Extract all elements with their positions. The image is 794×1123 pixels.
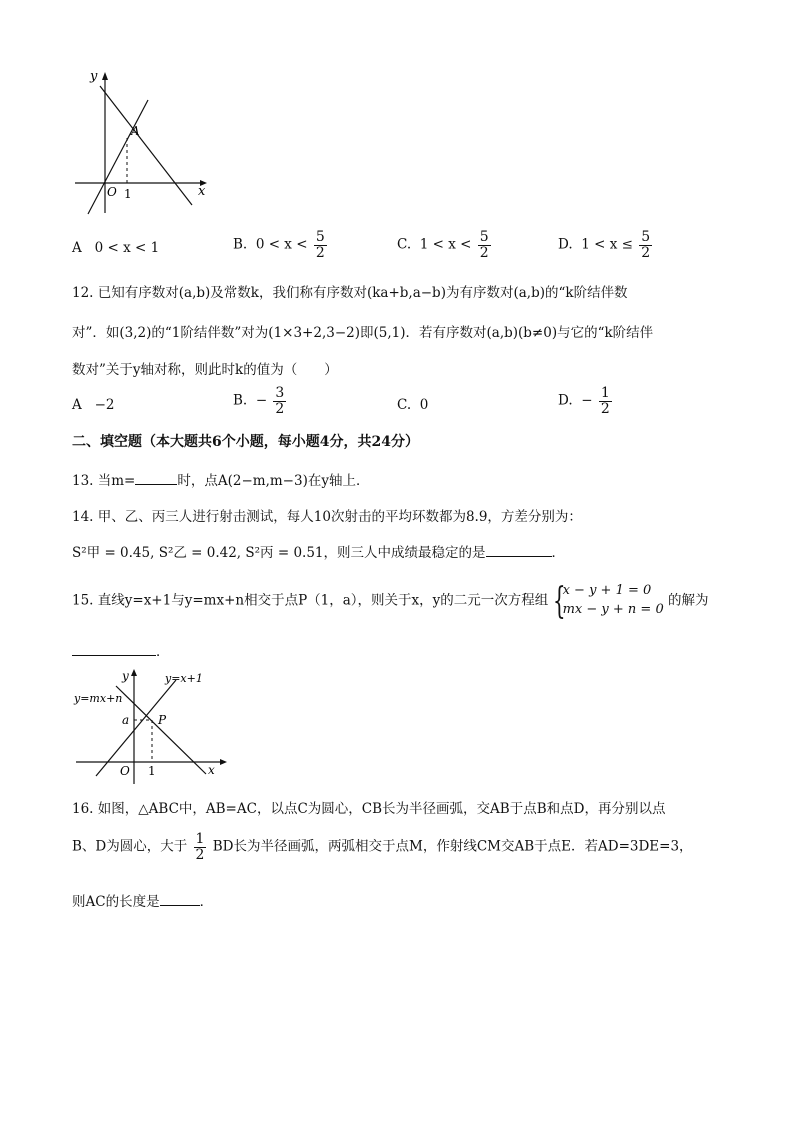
rising-line	[88, 100, 148, 214]
q12-option-b[interactable]: B. − $\frac{3}{2}$	[233, 385, 285, 417]
y-axis-arrow	[102, 72, 108, 80]
graph-q15	[72, 668, 232, 786]
q11-option-c[interactable]: C. 1 < x < $\frac{5}{2}$	[397, 229, 489, 261]
q11-option-a[interactable]: A 0 < x < 1	[72, 240, 160, 256]
x-axis-arrow	[220, 759, 227, 765]
fraction: $\frac{5}{2}$	[315, 229, 325, 261]
tick-1-label: 1	[124, 187, 132, 201]
fraction: $\frac{5}{2}$	[479, 229, 489, 261]
line-y-mx-plus-n	[116, 686, 206, 774]
section-title: 二、填空题（本大题共6个小题，每小题4分，共24分）	[72, 434, 419, 450]
fraction: $\frac{1}{2}$	[195, 831, 205, 863]
y-axis-arrow	[131, 669, 137, 676]
q12-line-3: 数对”关于y轴对称，则此时k的值为（ ）	[72, 362, 338, 378]
q12-line-2: 对”．如(3,2)的“1阶结伴数”对为(1×3+2,3−2)即(5,1)．若有序数对(a,b)(b≠0)与它的“k阶结伴	[72, 325, 654, 341]
q16-line-3: 则AC的长度是 ．	[72, 894, 214, 910]
x-label: x	[198, 184, 206, 199]
q12-option-a[interactable]: A −2	[72, 397, 115, 413]
q14-line-1: 14. 甲、乙、丙三人进行射击测试，每人10次射击的平均环数都为8.9，方差分别为：	[72, 509, 582, 525]
y-label: y	[122, 669, 129, 683]
p-label: P	[158, 713, 167, 727]
equation-system: { x − y + 1 = 0 mx − y + n = 0	[552, 581, 664, 622]
origin-label: O	[107, 185, 117, 199]
q14-line-2: S²甲 = 0.45, S²乙 = 0.42, S²丙 = 0.51，则三人中成绩最稳定的是 ．	[72, 545, 566, 561]
graph-q11	[70, 68, 210, 218]
tick-1-label: 1	[148, 764, 156, 778]
answer-blank[interactable]	[486, 556, 552, 557]
q13: 13. 当m= 时，点A(2−m,m−3)在y轴上．	[72, 473, 370, 489]
answer-blank[interactable]	[72, 655, 156, 656]
q16-line-1: 16. 如图，△ABC中，AB=AC，以点C为圆心，CB长为半径画弧，交AB于点B和点D，再分别以点	[72, 801, 666, 817]
q11-option-b[interactable]: B. 0 < x < $\frac{5}{2}$	[233, 229, 325, 261]
fraction: $\frac{1}{2}$	[600, 385, 610, 417]
answer-blank[interactable]	[135, 484, 177, 485]
line2-label: y=mx+n	[74, 692, 123, 705]
fraction: $\frac{5}{2}$	[641, 229, 651, 261]
q15: 15. 直线y=x+1与y=mx+n相交于点P（1，a），则关于x，y的二元一次方程组 { x − y + 1 = 0 mx − y + n = 0 的解为	[72, 581, 709, 622]
q16-line-2: B、D为圆心，大于 $\frac{1}{2}$ BD长为半径画弧，两弧相交于点M，作射线CM交AB于点E．若AD=3DE=3，	[72, 831, 693, 863]
q12-option-c[interactable]: C. 0	[397, 397, 429, 413]
q12-option-d[interactable]: D. − $\frac{1}{2}$	[558, 385, 610, 417]
q15-answer-line: ．	[72, 640, 170, 660]
answer-blank[interactable]	[160, 905, 200, 906]
point-a-label: A	[131, 124, 140, 138]
x-label: x	[208, 763, 215, 777]
q11-option-d[interactable]: D. 1 < x ≤ $\frac{5}{2}$	[558, 229, 651, 261]
y-label: y	[90, 69, 98, 84]
fraction: $\frac{3}{2}$	[275, 385, 285, 417]
line1-label: y=x+1	[165, 672, 203, 685]
a-label: a	[122, 713, 130, 727]
q12-line-1: 12. 已知有序数对(a,b)及常数k，我们称有序数对(ka+b,a−b)为有序数对(a,b)的“k阶结伴数	[72, 285, 628, 301]
origin-label: O	[120, 764, 130, 778]
